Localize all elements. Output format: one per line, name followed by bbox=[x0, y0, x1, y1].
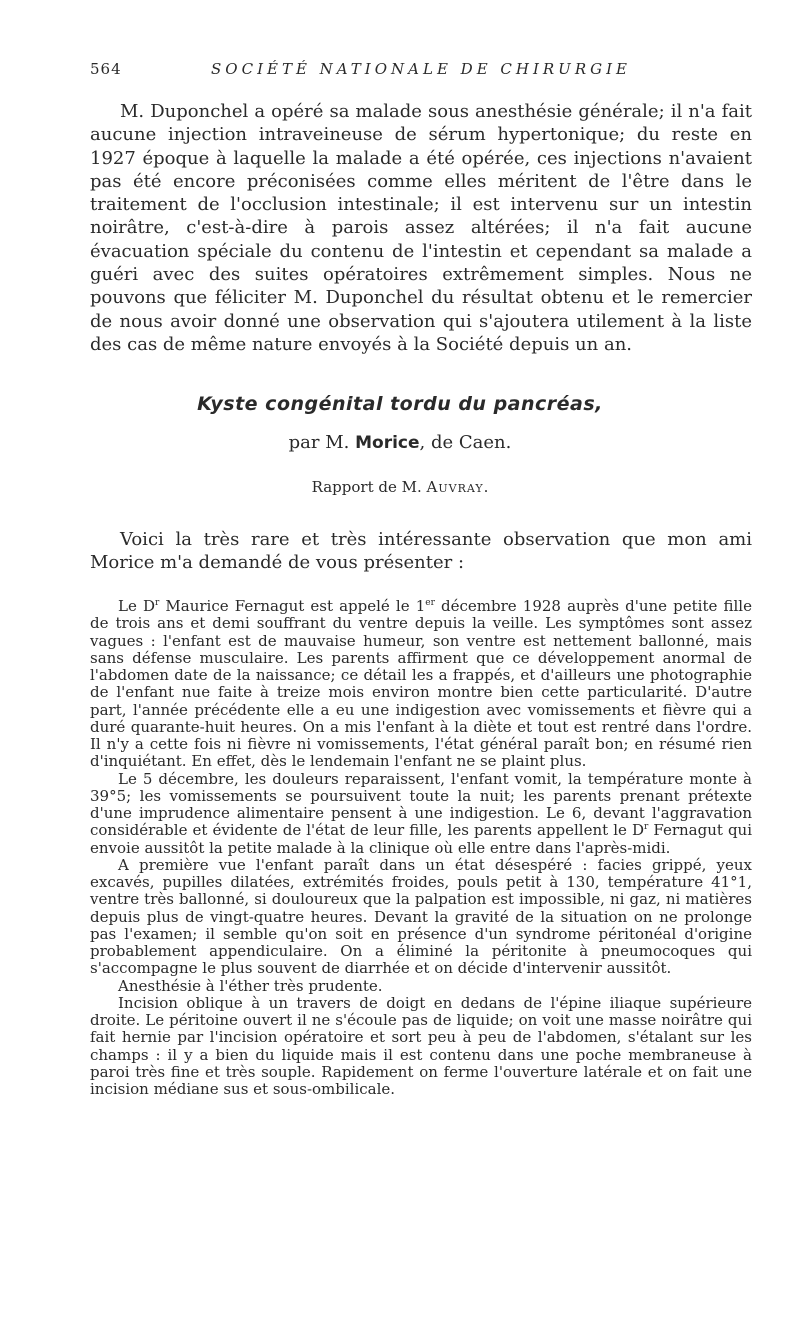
author-name: Morice bbox=[355, 433, 420, 453]
case-paragraph-1 bbox=[90, 598, 752, 771]
case-paragraph-3: A première vue l'enfant paraît dans un état désespéré : facies grippé, yeux excavés, pupilles dilatées, extrémités froides, pouls petit à 130, température 41°1, ventre très ballonné, si douloureux que la palpation est impossible, ni gaz, ni matières depuis plus de vingt-quatre heures. Devant la gravité de la situation on ne prolonge pas l'examen; il semble qu'on soit en présence d'un syndrome péritonéal d'origine probablement appendiculaire. On a éliminé la péritonite à pneumocoques qui s'accompagne le plus souvent de diarrhée et on décide d'intervenir aussitôt. bbox=[90, 855, 752, 978]
case-paragraph-5: Incision oblique à un travers de doigt en dedans de l'épine iliaque supérieure droite. Le péritoine ouvert il ne s'écoule pas de liquide; on voit une masse noirâtre qui fait hernie par l'incision opératoire et sort peu à peu de l'abdomen, s'étalant sur les champs : il y a bien du liquide mais il est contenu dans une poche membraneuse à paroi très fine et très souple. Rapidement on ferme l'ouverture latérale et on fait une incision médiane sus et sous-ombilicale. bbox=[90, 993, 752, 1098]
page-number: 564 bbox=[90, 60, 122, 78]
author-suffix: , de Caen. bbox=[419, 432, 512, 453]
superscript: r bbox=[643, 822, 649, 833]
author-line bbox=[0, 432, 800, 453]
text-run: Maurice Fernagut est appelé le 1 bbox=[159, 597, 426, 615]
case-paragraph-4: Anesthésie à l'éther très prudente. bbox=[118, 976, 383, 995]
author-prefix: par M. bbox=[288, 432, 350, 453]
case-report bbox=[90, 598, 752, 1098]
lead-paragraph: M. Duponchel a opéré sa malade sous anesthésie générale; il n'a fait aucune injection intraveineuse de sérum hypertonique; du reste en 1927 époque à laquelle la malade a été opérée, ces injections n'avaient pas été encore préconisées comme elles méritent de l'être dans le traitement de l'occlusion intestinale; il est intervenu sur un intestin noirâtre, c'est-à-dire à parois assez altérées; il n'a fait aucune évacuation spéciale du contenu de l'intestin et cependant sa malade a guéri avec des suites opératoires extrêmement simples. Nous ne pouvons que féliciter M. Duponchel du résultat obtenu et le remercier de nous avoir donné une observation qui s'ajoutera utilement à la liste des cas de même nature envoyés à la Société depuis un an. bbox=[90, 101, 752, 355]
intro-paragraph: Voici la très rare et très intéressante observation que mon ami Morice m'a demandé de vous présenter : bbox=[90, 529, 752, 573]
article-title: Kyste congénital tordu du pancréas, bbox=[197, 393, 603, 415]
text-run: Le 5 décembre, les douleurs reparaissent, l'enfant vomit, la température monte à 39°5; les vomissements se poursuivent toute la nuit; les parents prenant prétexte d'une imprudence alimentaire pensent à une indigestion. Le 6, devant l'aggravation considérable et évidente de l'état de leur fille, les parents appellent le D bbox=[90, 769, 752, 840]
text-run: Le D bbox=[118, 597, 155, 615]
superscript: r bbox=[154, 598, 160, 608]
text-run: Fernagut qui envoie aussitôt la petite malade à la clinique où elle entre dans l'après-midi. bbox=[90, 821, 752, 857]
report-prefix: Rapport de M. bbox=[311, 478, 422, 496]
report-name: Auvray bbox=[426, 478, 484, 496]
text-run: décembre 1928 auprès d'une petite fille de trois ans et demi souffrant du ventre depuis la veille. Les symptômes sont assez vagues : l'enfant est de mauvaise humeur, son ventre est nettement ballonné, mais sans défense musculaire. Les parents affirment que ce développement anormal de l'abdomen date de la naissance; ce détail les a frappés, et d'ailleurs une photographie de l'enfant nue faite à treize mois environ montre bien cette particularité. D'autre part, l'année précédente elle a eu une indigestion avec vomissements et fièvre qui a duré quarante-huit heures. On a mis l'enfant à la diète et tout est rentré dans l'ordre. Il n'y a cette fois ni fièvre ni vomissements, l'état général paraît bon; en résumé rien d'inquiétant. En effet, dès le lendemain l'enfant ne se plaint plus. bbox=[90, 597, 752, 771]
running-title: SOCIÉTÉ NATIONALE DE CHIRURGIE bbox=[211, 60, 631, 78]
report-line bbox=[0, 478, 800, 496]
superscript: er bbox=[425, 598, 435, 608]
report-suffix: . bbox=[483, 478, 489, 496]
page-header bbox=[90, 60, 752, 84]
case-paragraph-2 bbox=[90, 771, 752, 857]
